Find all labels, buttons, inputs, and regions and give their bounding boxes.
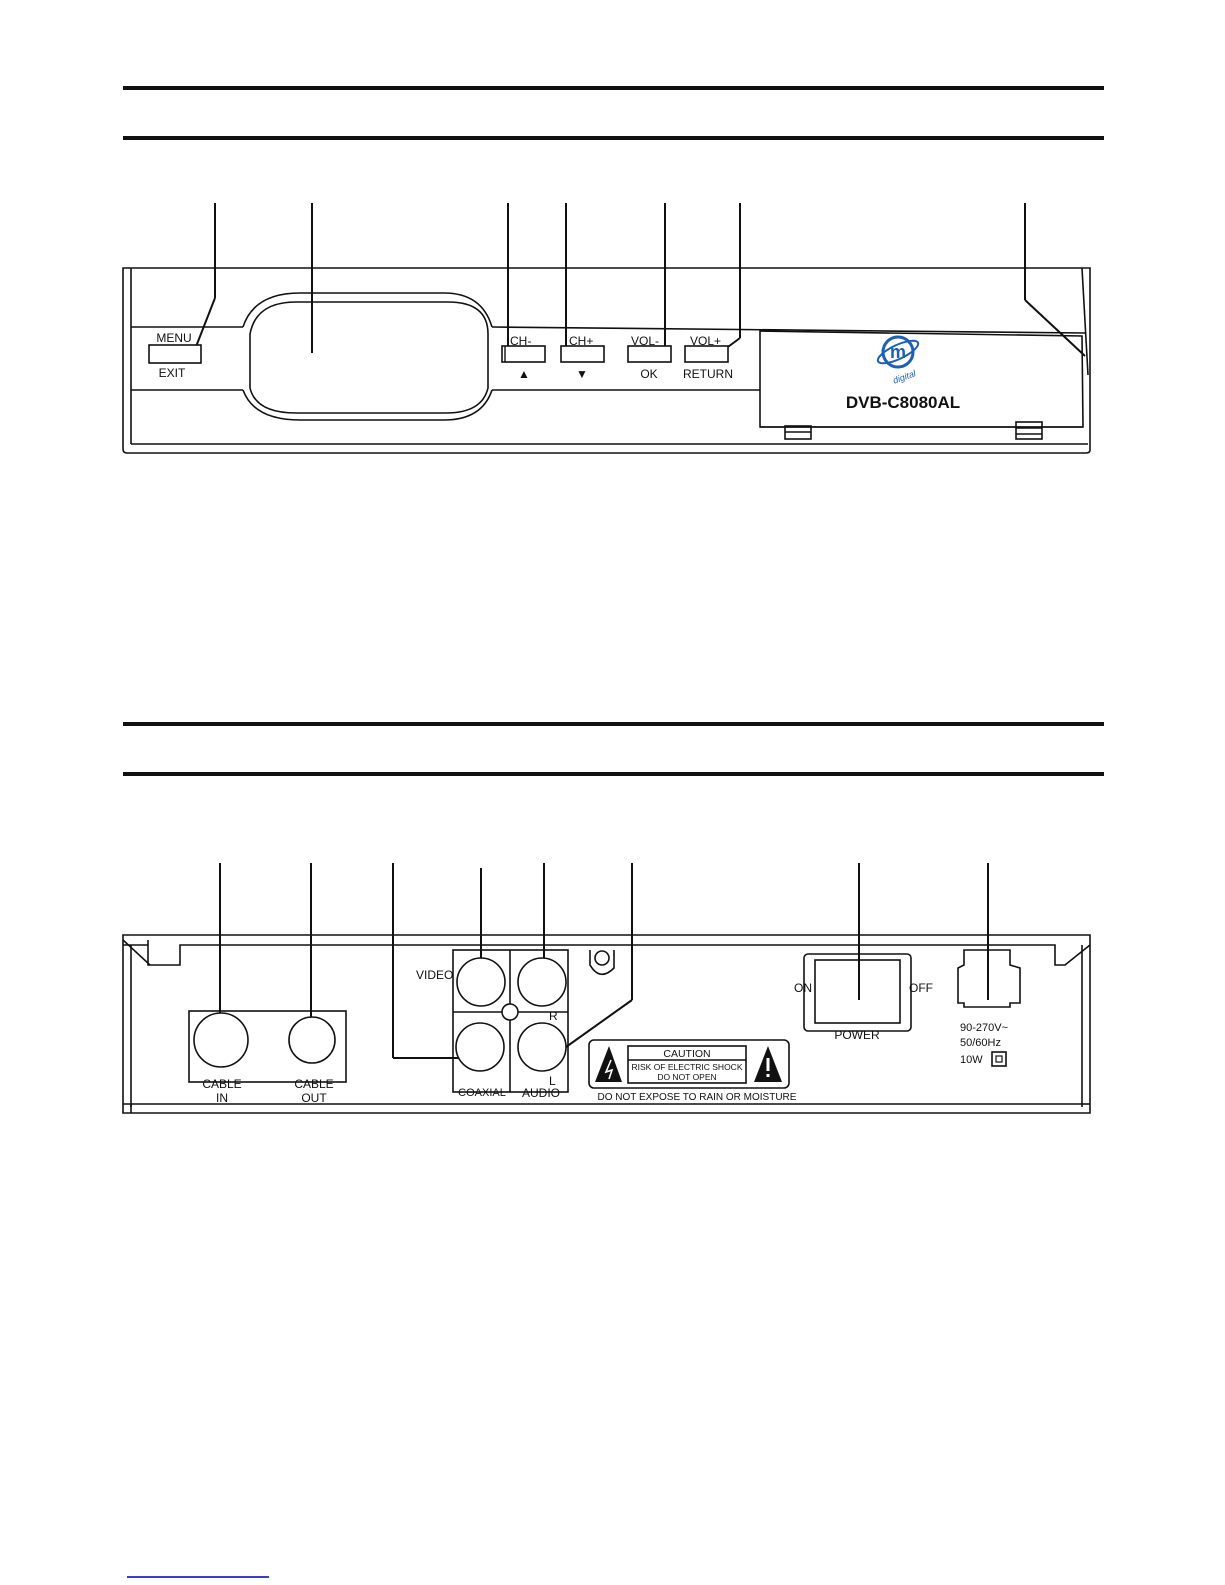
front-panel-diagram — [0, 0, 1225, 470]
power-on-label: ON — [794, 981, 812, 995]
cable-out-port[interactable] — [289, 1017, 335, 1063]
audio-r-label: R — [549, 1009, 558, 1023]
ok-label: OK — [640, 367, 658, 381]
ch-plus-label: CH+ — [569, 334, 594, 348]
rating-voltage: 90-270V~ — [960, 1022, 1009, 1034]
footer-link-underline[interactable] — [127, 1576, 269, 1578]
rear-panel-body — [123, 935, 1090, 1113]
exit-label: EXIT — [158, 366, 186, 380]
rear-panel-diagram — [0, 840, 1225, 1140]
indicator-hole — [502, 1004, 518, 1020]
model-number: DVB-C8080AL — [845, 393, 961, 412]
coaxial-label: COAXIAL — [458, 1087, 506, 1099]
double-insulation-icon — [992, 1052, 1006, 1066]
ch-minus-button[interactable] — [502, 346, 545, 362]
audio-label: AUDIO — [521, 1086, 561, 1100]
rating-power: 10W — [960, 1054, 983, 1066]
logo-letter: m — [889, 342, 907, 362]
ch-plus-button[interactable] — [561, 346, 604, 362]
vol-plus-button[interactable] — [685, 346, 728, 362]
vol-minus-button[interactable] — [628, 346, 671, 362]
cable-in-port[interactable] — [194, 1013, 248, 1067]
coaxial-port[interactable] — [456, 1023, 504, 1071]
power-label: POWER — [834, 1028, 880, 1042]
caution-line1: RISK OF ELECTRIC SHOCK — [631, 1062, 743, 1072]
section-rule-bottom-1 — [123, 722, 1104, 726]
up-arrow-icon: ▲ — [518, 367, 530, 381]
audio-l-label: L — [549, 1074, 556, 1088]
rating-frequency: 50/60Hz — [960, 1037, 1001, 1049]
return-label: RETURN — [683, 367, 733, 381]
down-arrow-icon: ▼ — [576, 367, 588, 381]
ch-minus-label: CH- — [510, 334, 532, 348]
cable-in-label-line2: IN — [216, 1091, 228, 1105]
logo-word: digital — [891, 368, 918, 386]
brand-logo — [875, 336, 921, 385]
vol-plus-label: VOL+ — [690, 334, 722, 348]
section-rule-bottom-2 — [123, 772, 1104, 776]
cable-out-label-line2: OUT — [301, 1091, 327, 1105]
caution-line2: DO NOT OPEN — [657, 1072, 717, 1082]
caution-title: CAUTION — [663, 1048, 711, 1060]
power-switch[interactable] — [815, 960, 900, 1023]
display-window — [250, 302, 488, 413]
menu-label: MENU — [156, 331, 192, 345]
caution-footer: DO NOT EXPOSE TO RAIN OR MOISTURE — [597, 1092, 797, 1103]
cable-out-label-line1: CABLE — [294, 1077, 334, 1091]
power-off-label: OFF — [909, 981, 933, 995]
audio-l-port[interactable] — [518, 1023, 566, 1071]
video-label: VIDEO — [416, 968, 454, 982]
video-port[interactable] — [457, 958, 505, 1006]
front-panel-body — [123, 268, 1090, 453]
vol-minus-label: VOL- — [631, 334, 660, 348]
audio-r-port[interactable] — [518, 958, 566, 1006]
menu-exit-button[interactable] — [149, 345, 201, 363]
cable-in-label-line1: CABLE — [202, 1077, 242, 1091]
